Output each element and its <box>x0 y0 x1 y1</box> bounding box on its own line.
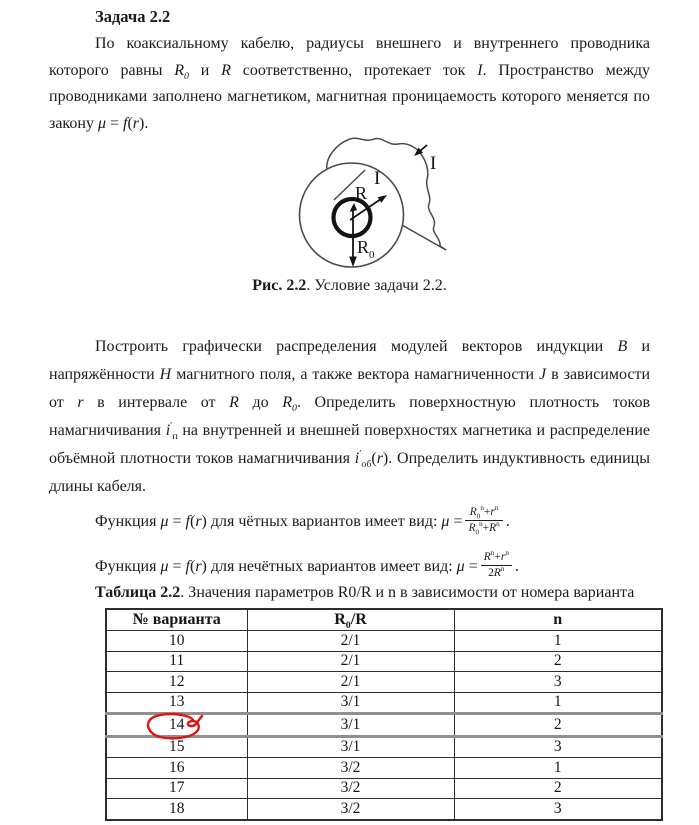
formula-even-variants <box>49 502 650 542</box>
cell-ratio: 3/1 <box>247 714 454 737</box>
cell-variant: 11 <box>106 651 247 672</box>
table-row-selected-variant <box>106 714 662 737</box>
cell-n: 2 <box>454 651 662 672</box>
cell-variant: 17 <box>106 778 247 799</box>
cell-n: 1 <box>454 758 662 779</box>
formula-even-numerator: $R_0^n+r^n$ <box>465 505 502 521</box>
table-caption-number: Таблица 2.2 <box>95 584 181 601</box>
table-row <box>106 736 662 758</box>
cell-n: 1 <box>454 631 662 652</box>
cell-variant: 15 <box>106 736 247 758</box>
cell-variant-value: 14 <box>169 715 185 733</box>
formula-odd-period: . <box>514 558 519 575</box>
figure-caption <box>49 277 650 295</box>
cell-variant: 16 <box>106 758 247 779</box>
cell-ratio: 3/2 <box>247 799 454 820</box>
formula-odd-denominator: $2R^n$ <box>488 564 505 579</box>
table-row <box>106 651 662 672</box>
header-variant-number: № варианта <box>106 609 247 631</box>
label-radius-outer-subscript: 0 <box>369 249 375 261</box>
formula-even-period: . <box>505 513 510 530</box>
cell-ratio: 2/1 <box>247 672 454 693</box>
cell-variant-circled <box>106 714 247 737</box>
outer-conductor-circle <box>300 163 404 267</box>
formula-odd-sentence: Функция μ = f(r) для нечётных вариантов имеет вид: μ = <box>95 558 478 575</box>
variants-table <box>105 608 663 821</box>
table-row <box>106 758 662 779</box>
cell-ratio: 3/1 <box>247 736 454 758</box>
figure-caption-number: Рис. 2.2 <box>252 277 307 294</box>
label-radius-outer: R <box>357 237 370 257</box>
paragraph-intro-lines: По коаксиальному кабелю, радиусы внешнего и внутреннего проводника которого равны $R_0$ и R соответственно, протекает ток I. Пространство между проводниками заполнено магнетиком, магнитная проницаемость которого меняется по <box>49 35 651 105</box>
formula-even-denominator: $R_0^n+R^n$ <box>468 519 500 536</box>
table-row <box>106 692 662 714</box>
cell-n: 2 <box>454 778 662 799</box>
paragraph-task <box>49 333 650 501</box>
problem-title: Задача 2.2 <box>95 7 171 26</box>
paragraph-task-lastline: длины кабеля. <box>49 478 147 495</box>
cell-ratio: 3/2 <box>247 758 454 779</box>
formula-even-sentence: Функция μ = f(r) для чётных вариантов имеет вид: μ = <box>95 513 463 530</box>
cell-ratio: 3/2 <box>247 778 454 799</box>
cell-ratio: 3/1 <box>247 692 454 714</box>
formula-odd-variants <box>49 547 650 587</box>
label-current-inner: I <box>374 168 381 189</box>
header-r0-over-r: $R_0/R$ <box>247 609 454 631</box>
label-radius-inner: R <box>355 183 368 203</box>
cell-ratio: 2/1 <box>247 651 454 672</box>
formula-odd-fraction <box>481 550 512 581</box>
label-current-outer: I <box>430 153 437 174</box>
cell-n: 2 <box>454 714 662 737</box>
table-row <box>106 631 662 652</box>
table-row <box>106 799 662 820</box>
paragraph-task-lines: Построить графически распределения модулей векторов индукции B и напряжённости H магнитного поля, а также вектора намагниченности J в зависимости от r в интервале от R до $R_0$. Определить поверхностную плотность токов намагничивания $i'_п$ на внутренней и внешней поверхностях магнетика и распределение объёмной плотности токов намагничивания $i'_{об}(r)$. Определить индуктивность единицы <box>49 338 651 471</box>
table-row <box>106 778 662 799</box>
cell-variant: 10 <box>106 631 247 652</box>
table-row <box>106 672 662 693</box>
formula-even-fraction <box>465 505 502 536</box>
cell-variant: 13 <box>106 692 247 714</box>
paragraph-intro <box>49 31 650 137</box>
table-caption-text: . Значения параметров R0/R и n в зависимости от номера варианта <box>180 584 635 601</box>
cell-n: 3 <box>454 672 662 693</box>
cell-n: 1 <box>454 692 662 714</box>
figure-coaxial-cable <box>283 136 473 272</box>
cell-variant: 12 <box>106 672 247 693</box>
cell-n: 3 <box>454 736 662 758</box>
table-caption <box>49 584 669 602</box>
table-header-row <box>106 609 662 631</box>
paragraph-intro-lastline: закону μ = f(r). <box>49 114 149 132</box>
header-n: n <box>454 609 662 631</box>
cell-n: 3 <box>454 799 662 820</box>
cell-ratio: 2/1 <box>247 631 454 652</box>
cell-variant: 18 <box>106 799 247 820</box>
formula-odd-numerator: $R^n+r^n$ <box>481 550 512 566</box>
figure-caption-text: . Условие задачи 2.2. <box>306 277 447 294</box>
